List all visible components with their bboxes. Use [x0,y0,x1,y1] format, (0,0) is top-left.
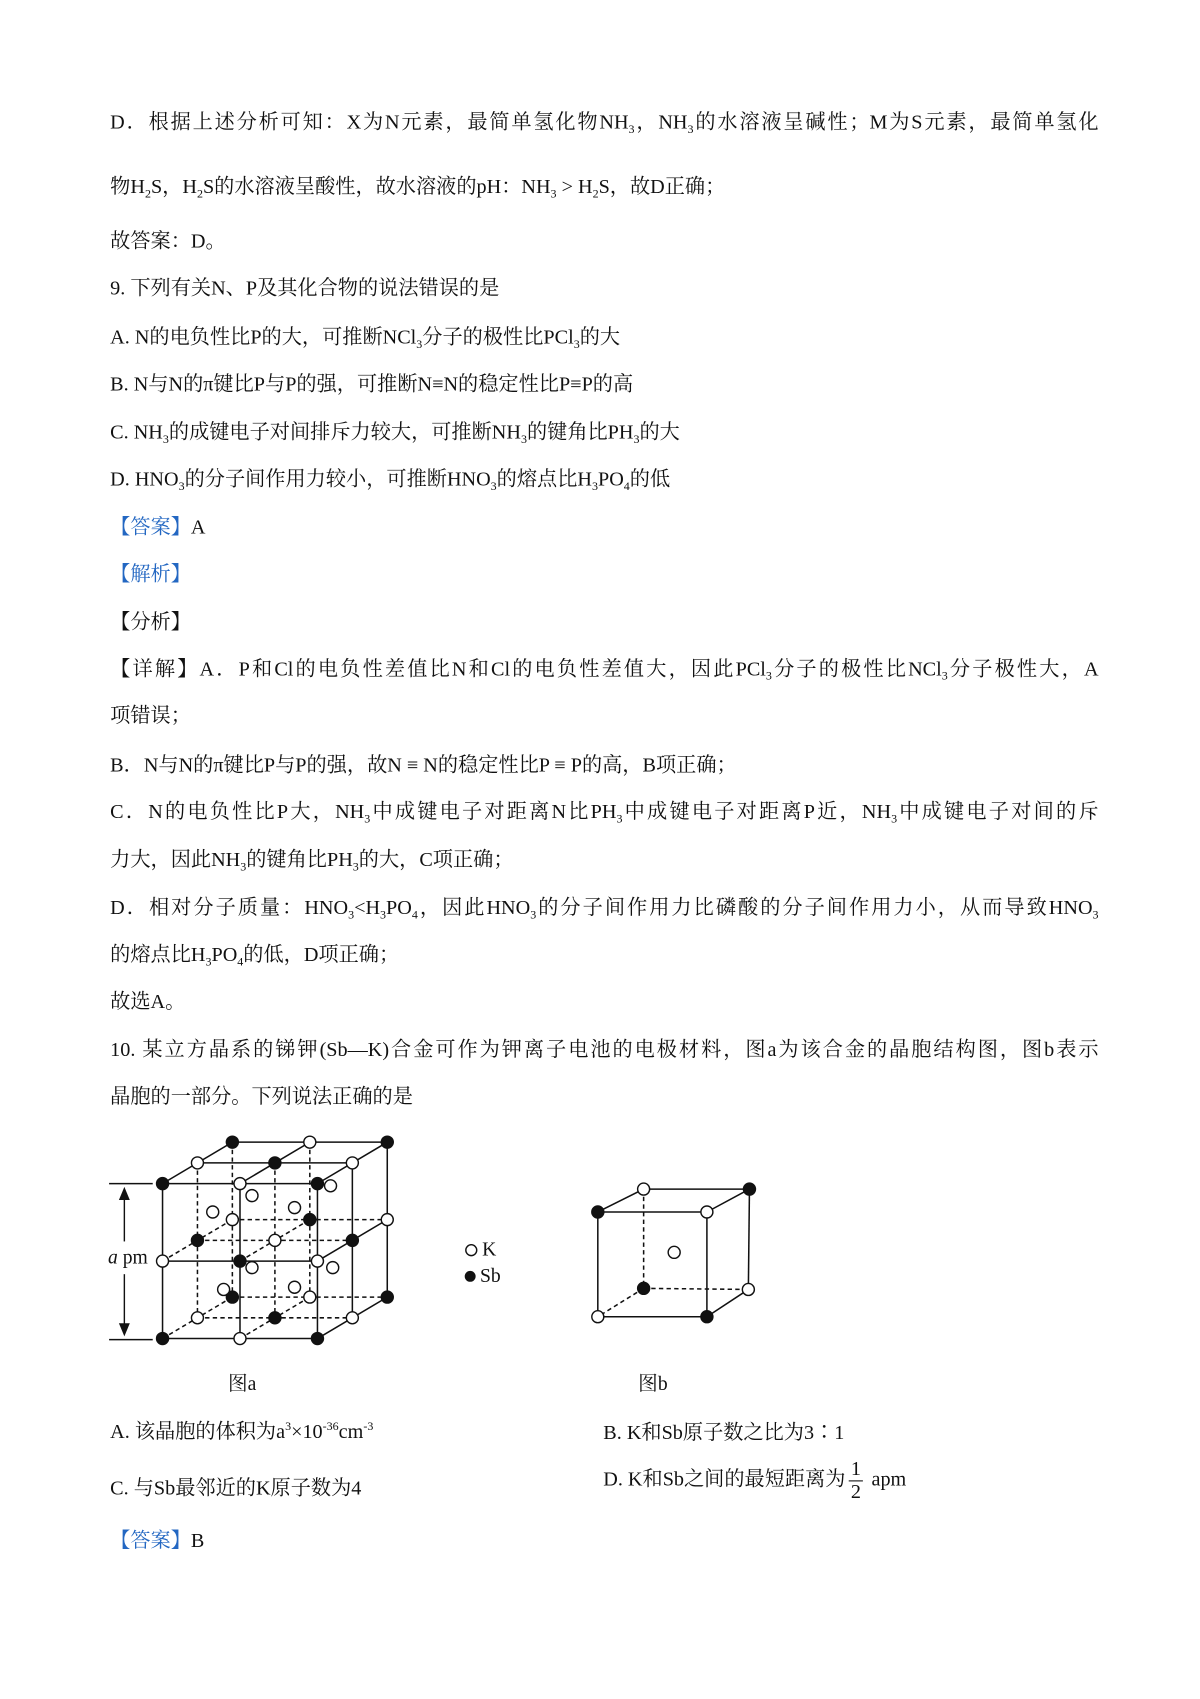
subscript: 3 [616,812,623,826]
k-atom [346,1157,358,1169]
sb-atom [191,1234,203,1246]
sb-atom [234,1255,246,1267]
text-run: 的熔点比H [496,469,593,491]
text-run: B [190,1530,205,1553]
text-run: 中成键电子对间的斥 [897,801,1099,824]
subscript: 3 [765,669,772,683]
k-atom [218,1283,230,1295]
subscript: 2 [144,187,151,201]
fraction-numerator: 1 [849,1459,863,1482]
subscript: 3 [687,123,694,137]
fraction-one-half [849,1459,863,1504]
subscript: 3 [348,908,355,922]
text-run: <H [354,897,381,920]
text-run: 的水溶液呈碱性；M为S元素，最简单氢化 [693,112,1099,135]
text-run: B. K和Sb原子数之比为3∶1 [603,1422,845,1445]
hidden-edge [644,1288,749,1289]
k-atom [289,1281,301,1293]
sb-atom [592,1206,604,1218]
fraction-denominator: 2 [850,1481,862,1504]
text-run: 的大，C项正确； [358,849,514,872]
option-b [603,1417,844,1445]
dimension-variable: a [107,1245,118,1268]
option-a [110,1416,373,1444]
superscript: 3 [285,1420,292,1434]
sb-atom-legend-icon [465,1271,476,1282]
k-atom [304,1136,316,1148]
text-run: D. HNO [110,469,179,491]
text-run: 分子的极性比NCl [771,658,942,681]
text-run: 的大 [579,327,621,350]
text-run: cm [338,1421,364,1444]
subscript: 3 [205,955,212,969]
legend-sb-label: Sb [479,1264,501,1287]
subscript: 4 [237,955,244,969]
subscript: 3 [178,479,185,494]
text-run: S的水溶液呈酸性，故水溶液的pH：NH [202,176,551,199]
text-run: 故选A。 [110,991,186,1014]
text-run: D．相对分子质量：HNO [110,897,349,920]
subscript: 3 [628,123,635,137]
section-tag: 【答案】 [110,1530,191,1553]
k-atom [246,1262,258,1274]
k-atom-legend-icon [466,1245,477,1256]
k-atom [207,1206,219,1218]
text-run: 的分子间作用力较小，可推断HNO [184,469,491,491]
k-atom [701,1206,713,1218]
subscript: 4 [623,479,630,494]
subscript: 3 [380,908,387,922]
text-run: C．N的电负性比P大，NH [110,801,365,824]
text-run: B．N与N的π键比P与P的强，故N ≡ N的稳定性比P ≡ P的高，B项正确； [110,754,737,777]
text-run: ，NH [634,112,688,135]
text-run: > H [556,176,593,199]
answer-line [110,1528,204,1554]
text-run: 物H [110,176,145,199]
subscript: 3 [520,433,527,447]
k-atom [289,1202,301,1214]
text-run: A. 该晶胞的体积为a [110,1421,286,1444]
legend-k-label: K [482,1238,497,1260]
sb-atom [269,1312,281,1324]
figure-b-partial-cell [592,1183,756,1323]
text-run: PO [211,944,238,967]
text-run: 的熔点比H [110,944,206,967]
sb-atom [701,1311,713,1323]
text-run: A [190,517,206,539]
sb-atom [304,1214,316,1226]
option-c [110,1473,361,1501]
caption-figure-b: 图b [638,1372,668,1395]
text-run: B. N与N的π键比P与P的强，可推断N≡N的稳定性比P≡P的高 [110,374,634,396]
text-run: 的低 [629,469,671,491]
k-atom [191,1312,203,1324]
k-atom [304,1291,316,1303]
k-atom [327,1262,339,1274]
edge [748,1189,749,1289]
k-atom [226,1214,238,1226]
superscript: -36 [322,1420,339,1434]
text-run: 项错误； [110,705,191,728]
text-run: 的成键电子对间排斥力较大，可推断NH [168,422,521,444]
text-run: C. 与Sb最邻近的K原子数为4 [110,1478,362,1500]
text-run: ×10 [291,1421,323,1444]
text-run: 分子极性大，A [947,658,1099,681]
edge [707,1189,750,1212]
hidden-edge [598,1288,644,1316]
text-run: 中成键电子对距离N比PH [370,801,617,824]
k-atom [638,1183,650,1195]
sb-atom [638,1282,650,1294]
subscript: 3 [530,908,537,922]
text-run: 分子的极性比PCl [422,327,574,350]
option-d-text: D. K和Sb之间的最短距离为 [603,1469,846,1491]
subscript: 3 [352,860,359,874]
subscript: 2 [196,187,203,201]
option-d-unit: apm [866,1469,907,1491]
text-run: 10. 某立方晶系的锑钾(Sb—K)合金可作为钾离子电池的电极材料，图a为该合金的晶胞结构图，图b表示 [110,1039,1099,1062]
text-run: PO [386,897,412,920]
subscript: 3 [633,433,640,447]
subscript: 3 [1092,908,1099,922]
subscript: 2 [592,187,599,201]
sb-atom [743,1183,755,1195]
dimension-unit: pm [117,1245,148,1268]
subscript: 3 [364,812,371,826]
text-run: D．根据上述分析可知：X为N元素，最简单氢化物NH [110,112,629,135]
k-atom [381,1214,393,1226]
sb-atom [381,1136,393,1148]
superscript: -3 [363,1420,374,1434]
text-run: 晶胞的一部分。下列说法正确的是 [110,1086,413,1109]
text-run: 【分析】 [110,611,191,634]
edge [598,1189,644,1212]
text-run: 9. 下列有关N、P及其化合物的说法错误的是 [110,278,500,300]
k-atom [592,1311,604,1323]
subscript: 3 [891,812,898,826]
text-run: PO [598,469,624,491]
option-d [603,1459,906,1504]
text-run: 的键角比PH [246,849,353,872]
subscript: 3 [162,433,169,447]
figure-a-unit-cell [157,1136,394,1344]
k-atom [346,1312,358,1324]
k-atom [234,1178,246,1190]
sb-atom [269,1157,281,1169]
k-atom [191,1157,203,1169]
sb-atom [311,1178,323,1190]
k-atom [311,1255,323,1267]
sb-atom [346,1234,358,1246]
k-atom [157,1255,169,1267]
text-run: 力大，因此NH [110,849,241,872]
text-run: 中成键电子对距离P近，NH [622,801,892,824]
section-tag: 【解析】 [110,563,191,586]
k-atom [325,1180,337,1192]
legend [465,1245,477,1282]
k-atom [246,1190,258,1202]
subscript: 3 [416,338,423,352]
text-run: C. NH [110,422,163,444]
subscript: 3 [592,479,599,494]
text-run: S，H [150,176,197,199]
subscript: 3 [490,479,497,494]
text-run: ，因此HNO [417,897,531,920]
sb-atom [157,1178,169,1190]
text-run: A. N的电负性比P的大，可推断NCl [110,327,417,350]
text-run: 故答案：D。 [110,231,226,254]
text-run: 的低，D项正确； [243,944,400,967]
subscript: 3 [240,860,247,874]
sb-atom [157,1333,169,1345]
sb-atom [226,1136,238,1148]
k-atom [234,1333,246,1345]
sb-atom [311,1333,323,1345]
text-run: 的大 [639,422,680,444]
text-run: 的分子间作用力比磷酸的分子间作用力小，从而导致HNO [536,897,1093,920]
k-atom [742,1283,754,1295]
k-atom [269,1234,281,1246]
caption-figure-a: 图a [227,1372,257,1395]
subscript: 4 [411,908,418,922]
text-run: S，故D正确； [598,176,726,199]
edge [707,1289,748,1316]
subscript: 3 [573,338,580,352]
text-run: 【详解】A．P和Cl的电负性差值比N和Cl的电负性差值大，因此PCl [110,658,766,681]
text-run: 的键角比PH [526,422,634,444]
k-atom [668,1246,680,1258]
subscript: 3 [941,669,948,683]
subscript: 3 [550,187,557,201]
section-tag: 【答案】 [110,517,191,539]
sb-atom [381,1291,393,1303]
dimension-label [108,1246,148,1269]
